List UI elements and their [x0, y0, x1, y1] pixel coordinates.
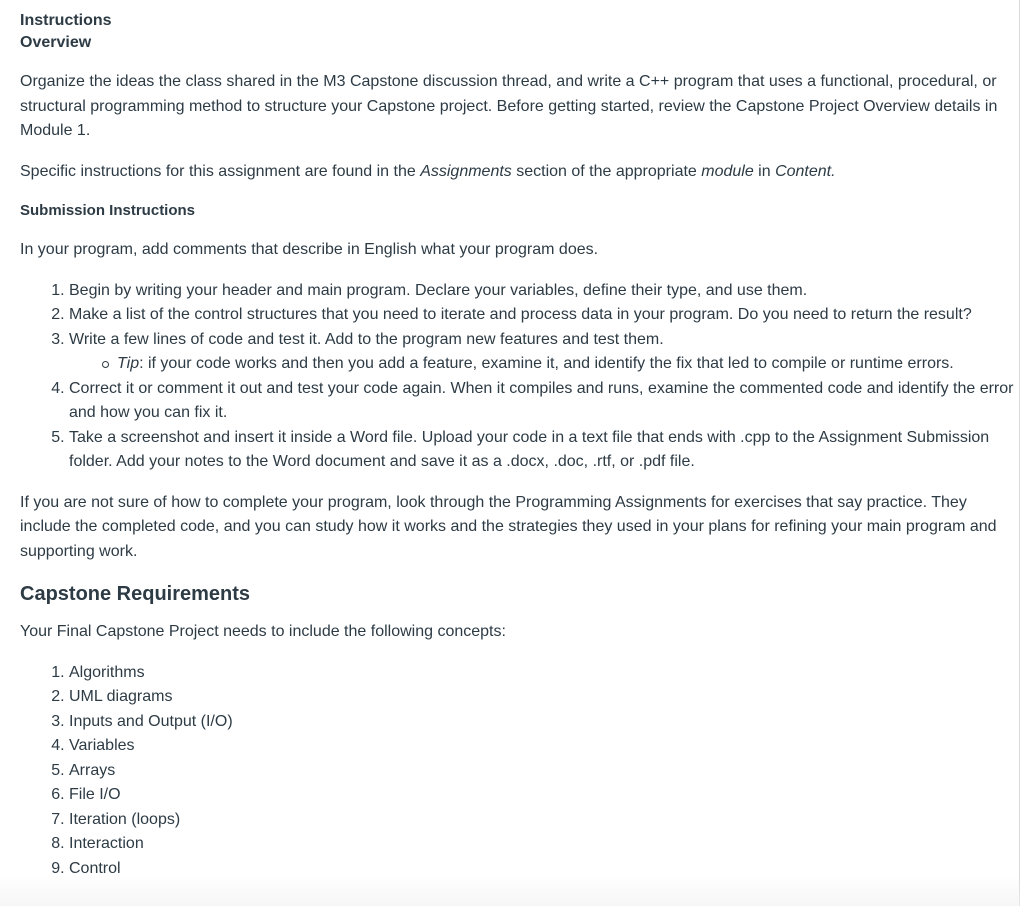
list-item: 9. Control [69, 857, 1019, 882]
list-item: 3. Inputs and Output (I/O) [69, 710, 1019, 735]
specific-text-middle: section of the appropriate [511, 162, 702, 180]
capstone-heading: Capstone Requirements [20, 583, 251, 605]
submission-intro: In your program, add comments that describe in English what your program does. [20, 241, 599, 258]
list-item: 6. File I/O [69, 783, 1019, 808]
page-title: Instructions [20, 12, 112, 29]
list-item: 5. Take a screenshot and insert it inside a Word file. Upload your code in a text file that ends with .cpp to the Assignment Submission folder. Add your notes to the Word document and save it as a .docx, .doc, .rtf, or .pdf file. [69, 426, 1019, 475]
list-item: 8. Interaction [69, 832, 1019, 857]
content-emphasis: Content. [775, 162, 836, 180]
page-subtitle: Overview [20, 34, 92, 51]
list-item: 2. Make a list of the control structures that you need to iterate and process data in your program. Do you need to return the result? [69, 303, 1019, 328]
capstone-concepts-list [20, 661, 1019, 882]
step-text: Write a few lines of code and test it. Add to the program new features and test them. [69, 330, 664, 348]
list-item: 7. Iteration (loops) [69, 808, 1019, 833]
tip-label: Tip [117, 355, 140, 372]
tip-list [69, 352, 1019, 377]
intro-paragraph: Organize the ideas the class shared in the M3 Capstone discussion thread, and write a C++ program that uses a functional, procedural, or structural programming method to structure your Capstone project. Before getting started, review the Capstone Project Overview details in Module 1. [20, 73, 998, 139]
submission-heading: Submission Instructions [20, 202, 196, 219]
list-item: 1. Begin by writing your header and main program. Declare your variables, define their type, and use them. [69, 279, 1019, 304]
specific-text-in: in [753, 162, 776, 180]
specific-text-before: Specific instructions for this assignment are found in the [20, 162, 421, 180]
tip-item [117, 352, 1019, 377]
submission-steps-list [20, 279, 1019, 475]
list-item: 4. Variables [69, 734, 1019, 759]
capstone-intro: Your Final Capstone Project needs to include the following concepts: [20, 623, 506, 640]
module-emphasis: module [701, 162, 754, 180]
help-paragraph: If you are not sure of how to complete your program, look through the Programming Assignments for exercises that say practice. They include the completed code, and you can study how it works and the strategies they used in your plans for refining your main program and supporting work. [20, 493, 997, 560]
list-item: 4. Correct it or comment it out and test your code again. When it compiles and runs, examine the commented code and identify the error and how you can fix it. [69, 377, 1019, 426]
tip-text: : if your code works and then you add a feature, examine it, and identify the fix that led to compile or runtime errors. [139, 355, 954, 372]
specific-instructions-paragraph [20, 160, 1000, 185]
list-item: 5. Arrays [69, 759, 1019, 784]
assignments-emphasis: Assignments [420, 162, 512, 180]
list-item [69, 328, 1019, 377]
list-item: 2. UML diagrams [69, 685, 1019, 710]
list-item: 1. Algorithms [69, 661, 1019, 686]
